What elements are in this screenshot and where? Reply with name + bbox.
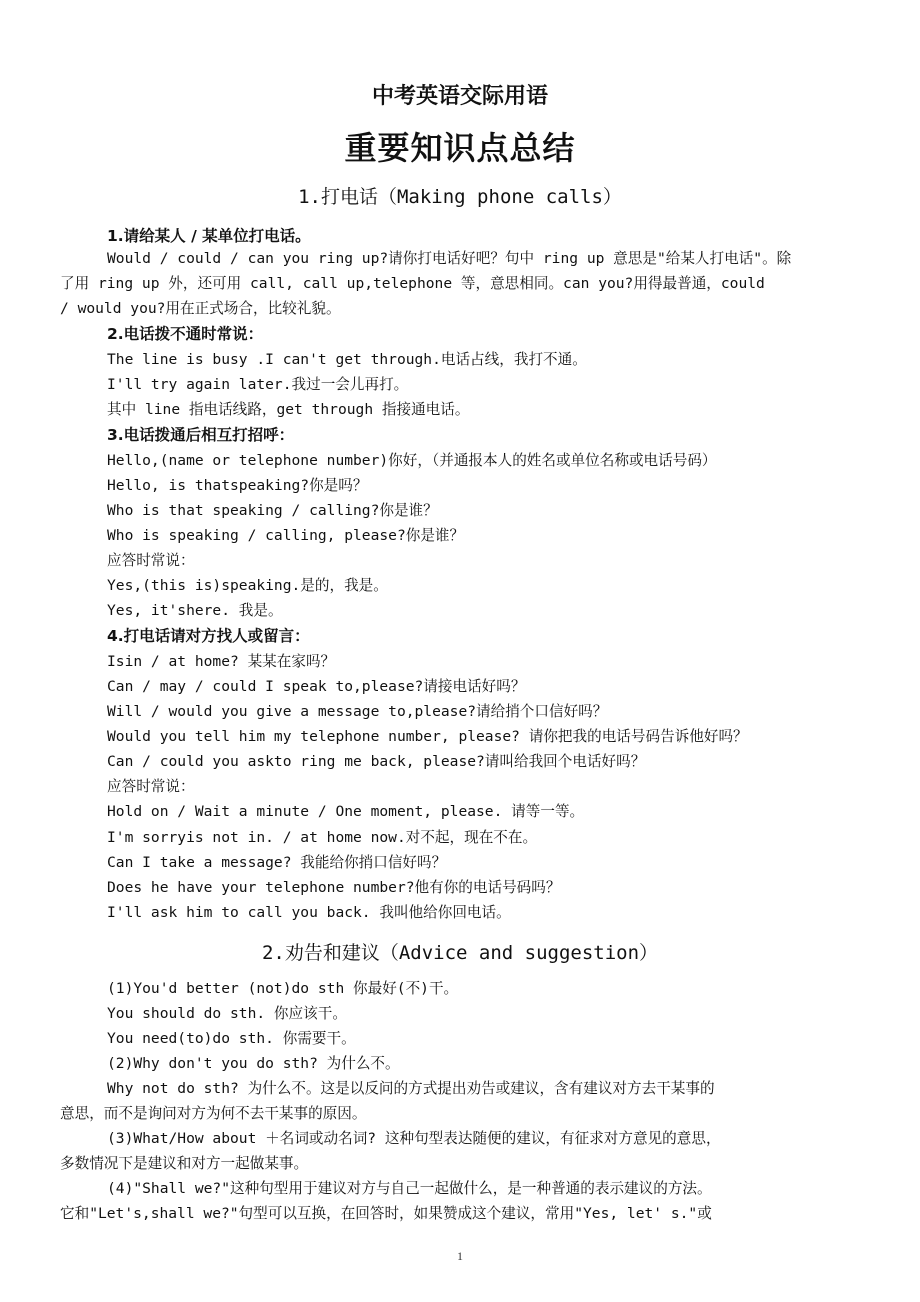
text-line: Why not do sth? 为什么不。这是以反问的方式提出劝告或建议，含有建议对方去干某事的 [107, 1080, 715, 1097]
text-line: Who is speaking / calling, please?你是谁？ [107, 527, 465, 544]
text-line: Yes, it'shere. 我是。 [107, 602, 283, 619]
text-line: 应答时常说： [107, 778, 195, 795]
subsection-heading: 2.电话拨不通时常说： [107, 325, 264, 343]
text-line: 意思，而不是询问对方为何不去干某事的原因。 [60, 1105, 367, 1122]
text-line: Who is that speaking / calling?你是谁？ [107, 502, 438, 519]
document-subtitle: 重要知识点总结 [344, 129, 576, 167]
text-line: 它和"Let's,shall we?"句型可以互换，在回答时，如果赞成这个建议，常用"Yes, let' s."或 [60, 1205, 712, 1222]
text-line: 应答时常说： [107, 552, 195, 569]
text-line: Can I take a message? 我能给你捎口信好吗？ [107, 854, 447, 871]
text-line: Does he have your telephone number?他有你的电话号码吗？ [107, 879, 561, 896]
text-line: I'm sorryis not in. / at home now.对不起，现在不在。 [107, 829, 538, 846]
text-line: Hold on / Wait a minute / One moment, please. 请等一等。 [107, 803, 585, 820]
subsection-heading: 4.打电话请对方找人或留言： [107, 627, 310, 645]
text-line: Can / may / could I speak to,please?请接电话好吗？ [107, 678, 526, 695]
text-line: Will / would you give a message to,please?请给捎个口信好吗？ [107, 703, 608, 720]
text-line: 多数情况下是建议和对方一起做某事。 [60, 1155, 309, 1172]
document-title: 中考英语交际用语 [371, 84, 548, 109]
text-line: 了用 ring up 外，还可用 call, call up,telephone 等，意思相同。can you?用得最普通，could [60, 275, 765, 292]
text-line: Hello, is thatspeaking?你是吗？ [107, 477, 368, 494]
text-line: You should do sth. 你应该干。 [107, 1005, 347, 1022]
text-line: Isin / at home? 某某在家吗？ [107, 653, 336, 670]
text-line: I'll ask him to call you back. 我叫他给你回电话。 [107, 904, 511, 921]
text-line: You need(to)do sth. 你需要干。 [107, 1030, 356, 1047]
text-line: / would you?用在正式场合，比较礼貌。 [60, 300, 341, 317]
text-line: (4)"Shall we?"这种句型用于建议对方与自己一起做什么，是一种普通的表示建议的方法。 [107, 1180, 712, 1197]
text-line: Hello,(name or telephone number)你好，（并通报本人的姓名或单位名称或电话号码） [107, 452, 717, 469]
subsection-heading: 1.请给某人 / 某单位打电话。 [107, 227, 311, 245]
text-line: (3)What/How about ＋名词或动名词? 这种句型表达随便的建议，有征求对方意见的意思， [107, 1130, 721, 1147]
text-line: (2)Why don't you do sth? 为什么不。 [107, 1055, 400, 1072]
text-line: (1)You'd better (not)do sth 你最好(不)干。 [107, 980, 459, 997]
text-line: Would / could / can you ring up?请你打电话好吧？句中 ring up 意思是"给某人打电话"。除 [107, 250, 792, 267]
text-line: Can / could you askto ring me back, please?请叫给我回个电话好吗？ [107, 753, 646, 770]
subsection-heading: 3.电话拨通后相互打招呼： [107, 426, 295, 444]
section-heading-phone-calls: 1.打电话（Making phone calls） [298, 186, 622, 208]
text-line: 其中 line 指电话线路，get through 指接通电话。 [107, 401, 470, 418]
text-line: I'll try again later.我过一会儿再打。 [107, 376, 409, 393]
page-number: 1 [457, 1249, 463, 1263]
text-line: The line is busy .I can't get through.电话占线，我打不通。 [107, 351, 587, 368]
text-line: Would you tell him my telephone number, please? 请你把我的电话号码告诉他好吗？ [107, 728, 748, 745]
section-heading-advice: 2.劝告和建议（Advice and suggestion） [261, 942, 659, 964]
text-line: Yes,(this is)speaking.是的，我是。 [107, 577, 388, 594]
